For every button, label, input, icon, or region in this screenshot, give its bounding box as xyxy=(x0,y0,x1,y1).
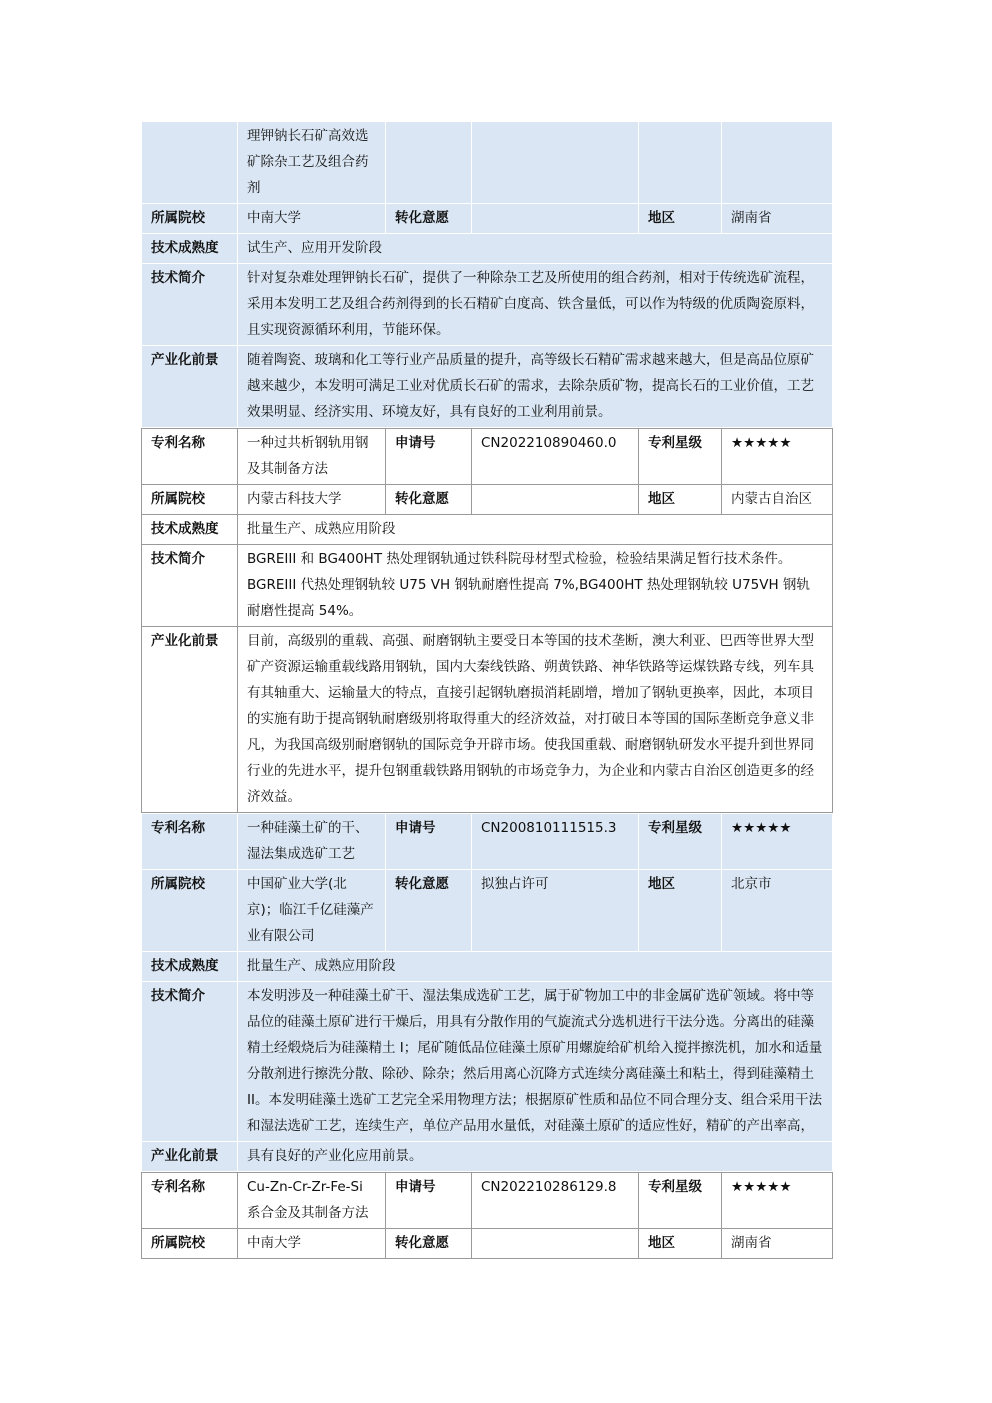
blank-cell xyxy=(722,122,833,204)
summary-value: BGREIII 和 BG400HT 热处理钢轨通过铁科院母材型式检验，检验结果满足暂行技术条件。 BGREIII 代热处理钢轨较 U75 VH 钢轨耐磨性提高 7%,BG400HT 热处理钢轨较 U75VH 钢轨耐磨性提高 54%。 xyxy=(238,545,833,627)
patent-block-2 xyxy=(141,813,833,1172)
prospects-label: 产业化前景 xyxy=(142,1142,238,1172)
transfer-label: 转化意愿 xyxy=(386,1229,472,1259)
summary-value: 本发明涉及一种硅藻土矿干、湿法集成选矿工艺，属于矿物加工中的非金属矿选矿领域。将中等品位的硅藻土原矿进行干燥后，用具有分散作用的气旋流式分选机进行干法分选。分离出的硅藻精土经煅烧后为硅藻精土 I；尾矿随低品位硅藻土原矿用螺旋给矿机给入搅拌擦洗机，加水和适量分散剂进行擦洗分散、除砂、除杂；然后用离心沉降方式连续分离硅藻土和粘土，得到硅藻精土 II。本发明硅藻土选矿工艺完全采用物理方法；根据原矿性质和品位不同合理分支、组合采用干法和湿法选矿工艺，连续生产，单位产品用水量低，对硅藻土原矿的适应性好，精矿的产出率高， xyxy=(238,982,833,1142)
application-no-value: CN202210286129.8 xyxy=(472,1173,639,1229)
application-no-label: 申请号 xyxy=(386,429,472,485)
rating-label: 专利星级 xyxy=(639,429,722,485)
region-value: 湖南省 xyxy=(722,204,833,234)
maturity-label: 技术成熟度 xyxy=(142,952,238,982)
transfer-value xyxy=(472,485,639,515)
rating-label: 专利星级 xyxy=(639,814,722,870)
rating-label: 专利星级 xyxy=(639,1173,722,1229)
institution-value: 中南大学 xyxy=(238,1229,386,1259)
patent-name-value: Cu-Zn-Cr-Zr-Fe-Si 系合金及其制备方法 xyxy=(238,1173,386,1229)
patent-name-value: 理钾钠长石矿高效选矿除杂工艺及组合药剂 xyxy=(238,122,386,204)
institution-label: 所属院校 xyxy=(142,204,238,234)
transfer-label: 转化意愿 xyxy=(386,204,472,234)
maturity-label: 技术成熟度 xyxy=(142,234,238,264)
rating-stars: ★★★★★ xyxy=(722,1173,833,1229)
institution-value: 中南大学 xyxy=(238,204,386,234)
region-label: 地区 xyxy=(639,204,722,234)
patent-name-label: 专利名称 xyxy=(142,1173,238,1229)
rating-stars: ★★★★★ xyxy=(722,429,833,485)
application-no-value: CN202210890460.0 xyxy=(472,429,639,485)
transfer-label: 转化意愿 xyxy=(386,870,472,952)
institution-label: 所属院校 xyxy=(142,1229,238,1259)
prospects-value: 随着陶瓷、玻璃和化工等行业产品质量的提升，高等级长石精矿需求越来越大，但是高品位原矿越来越少，本发明可满足工业对优质长石矿的需求，去除杂质矿物，提高长石的工业价值，工艺效果明显、经济实用、环境友好，具有良好的工业利用前景。 xyxy=(238,346,833,428)
blank-cell xyxy=(472,122,639,204)
application-no-label: 申请号 xyxy=(386,814,472,870)
blank-cell xyxy=(639,122,722,204)
patent-block-1 xyxy=(141,428,833,813)
maturity-value: 试生产、应用开发阶段 xyxy=(238,234,833,264)
prospects-label: 产业化前景 xyxy=(142,627,238,813)
region-label: 地区 xyxy=(639,485,722,515)
prospects-label: 产业化前景 xyxy=(142,346,238,428)
patent-name-label: 专利名称 xyxy=(142,814,238,870)
region-value: 内蒙古自治区 xyxy=(722,485,833,515)
patent-name-label: 专利名称 xyxy=(142,429,238,485)
maturity-value: 批量生产、成熟应用阶段 xyxy=(238,952,833,982)
rating-stars: ★★★★★ xyxy=(722,814,833,870)
patent-listing xyxy=(141,121,832,1259)
institution-label: 所属院校 xyxy=(142,485,238,515)
patent-block-3 xyxy=(141,1172,833,1259)
transfer-label: 转化意愿 xyxy=(386,485,472,515)
transfer-value: 拟独占许可 xyxy=(472,870,639,952)
region-label: 地区 xyxy=(639,1229,722,1259)
summary-value: 针对复杂难处理钾钠长石矿，提供了一种除杂工艺及所使用的组合药剂，相对于传统选矿流程，采用本发明工艺及组合药剂得到的长石精矿白度高、铁含量低，可以作为特级的优质陶瓷原料，且实现资源循环利用，节能环保。 xyxy=(238,264,833,346)
institution-value: 中国矿业大学(北京)；临江千亿硅藻产业有限公司 xyxy=(238,870,386,952)
patent-name-value: 一种硅藻土矿的干、湿法集成选矿工艺 xyxy=(238,814,386,870)
summary-label: 技术简介 xyxy=(142,264,238,346)
blank-cell xyxy=(142,122,238,204)
maturity-label: 技术成熟度 xyxy=(142,515,238,545)
maturity-value: 批量生产、成熟应用阶段 xyxy=(238,515,833,545)
region-value: 湖南省 xyxy=(722,1229,833,1259)
region-value: 北京市 xyxy=(722,870,833,952)
patent-name-value: 一种过共析钢轨用钢及其制备方法 xyxy=(238,429,386,485)
region-label: 地区 xyxy=(639,870,722,952)
application-no-label: 申请号 xyxy=(386,1173,472,1229)
summary-label: 技术简介 xyxy=(142,545,238,627)
prospects-value: 目前，高级别的重载、高强、耐磨钢轨主要受日本等国的技术垄断，澳大利亚、巴西等世界大型矿产资源运输重载线路用钢轨，国内大秦线铁路、朔黄铁路、神华铁路等运煤铁路专线，列车具有其轴重大、运输量大的特点，直接引起钢轨磨损消耗剧增，增加了钢轨更换率，因此，本项目的实施有助于提高钢轨耐磨级别将取得重大的经济效益，对打破日本等国的国际垄断竞争意义非凡，为我国高级别耐磨钢轨的国际竞争开辟市场。使我国重载、耐磨钢轨研发水平提升到世界同行业的先进水平，提升包钢重载铁路用钢轨的市场竞争力，为企业和内蒙古自治区创造更多的经济效益。 xyxy=(238,627,833,813)
prospects-value: 具有良好的产业化应用前景。 xyxy=(238,1142,833,1172)
institution-label: 所属院校 xyxy=(142,870,238,952)
transfer-value xyxy=(472,1229,639,1259)
transfer-value xyxy=(472,204,639,234)
application-no-value: CN200810111515.3 xyxy=(472,814,639,870)
blank-cell xyxy=(386,122,472,204)
patent-block-0 xyxy=(141,121,833,428)
summary-label: 技术简介 xyxy=(142,982,238,1142)
institution-value: 内蒙古科技大学 xyxy=(238,485,386,515)
